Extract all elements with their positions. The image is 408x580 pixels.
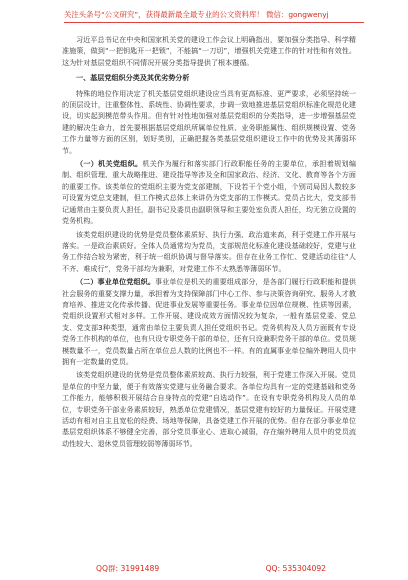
top-banner: 关注头条号“公文研究”，获得最新最全最专业的公文资料库！ 微信：gongwenyj [64,8,364,23]
paragraph-organ-party [62,158,356,226]
paragraph: 该类党组织建设的优势是党员整体素质好、执行力强、政治道来高，利于党建工作开展与落实。一是政治素质好。全体人员通常均为党员，支部规范化标准化建设基础较好，党建与业务工作结合较为紧密，利于统一组织协调与督导落实。但存在业务工作忙、党建活动往往“人不齐、难成行”，党务干部均为兼职，对党建工作不太熟悉等薄弱环节。 [62,229,356,273]
paragraph-institution-party [62,276,356,367]
paragraph: 该类党组织建设的优势是党员整体素质较高、执行力较强，利于党建工作深入开展。党员是单位的中坚力量，便于有效落实党建与业务融合要求。各单位均具有一定的党建基础和党务工作能力，能够积极开展结合自身特点的党建“自选动作”。在设有专职党务机构及人员的单位，专职党务干部业务素质较好，熟悉单位党建情况，基层党建有较好的力量保证。开展党建活动有相对自主且宽松的经费、场地等保障，具备党建工作开展的优势。但存在部分事业单位基层党组织体系不够健全完善，部分党员事业心、进取心减弱，存在编外聘用人员中的党员流动性较大、退休党员管理较弱等薄弱环节。 [62,370,356,448]
qq-contact: QQ: 535304092 [265,564,326,573]
footer-contacts [96,563,326,575]
subheading: （二）事业单位党组织。 [76,277,155,287]
section-heading: 一、基层党组织分类及其优劣势分析 [76,73,190,83]
paragraph: 特殊的地位作用决定了机关基层党组织建设应当具有更高标准、更严要求，必须坚持统一的顶层设计，注重整体性、系统性、协调性要求，步调一致地推进基层党组织标准化规范化建设，切实起到模范带头作用。但有针对性地加强对基层党组织的分类指导，进一步增强基层党建的解决生命力，首先要根据基层党组织所属单位性质、业务职能属性、组织规模设置、党务工作力量等方面的区别，划好类别，正确把握各类基层党组织建设工作中的优势及其薄弱环节。 [62,88,356,155]
qq-group: QQ群: 31991489 [96,564,160,573]
intro-paragraph: 习近平总书记在中央和国家机关党的建设工作会议上明确指出，要加强分类指导、科学精准施策，做到“一把钥匙开一把锁”，不能搞“一刀切”，增强机关党建工作的针对性和有效性。这为针对基层党组织不同情况开展分类指导提供了根本遵循。 [62,35,356,67]
paragraph-text: 机关作为履行和落实部门行政职能任务的主要单位，承担着规划编制、组织管理、重大战略推进、建设指导等涉及全和国家政治、经济、文化、教育等各个方面的重要工作。该类单位的党组织主要为党支部建制，下设若干个党小组，个别司局因人数较多可设置为党总支建制，但工作模式总体上来讲仍为党支部的工作模式。党员占比大，党支部书记通常由主要负责人担任，副书记及委员由副职领导和主要处室负责人担任，均无独立设置的党务机构。 [62,159,357,226]
paragraph-text: 事业单位是机关的重要组成部分，是各部门履行行政职能和提供社会服务的重要支撑力量，承担着为支持保障部门中心工作、参与决策咨询研究、服务人才教育培养、推进文化传承传播、促进事业发展等重要任务。事业单位因单位规模、性质等因素，党组织设置形式相对多样。工作开展、建设成效方面情况较为复杂，一般有基层党委、党总支、党支部3种类型，通常由单位主要负责人担任党组织书记。党务机构及人员方面既有专设党务工作机构的单位，也有只设专职党务干部的单位，还有只设兼职党务干部的单位。党员规模数量不一，党员数量占所在单位总人数的比例也不一样。有的直属事业单位编外聘用人员中拥有一定数量的党员。 [62,277,356,366]
subheading: （一）机关党组织。 [76,159,143,169]
article-body [62,34,356,451]
